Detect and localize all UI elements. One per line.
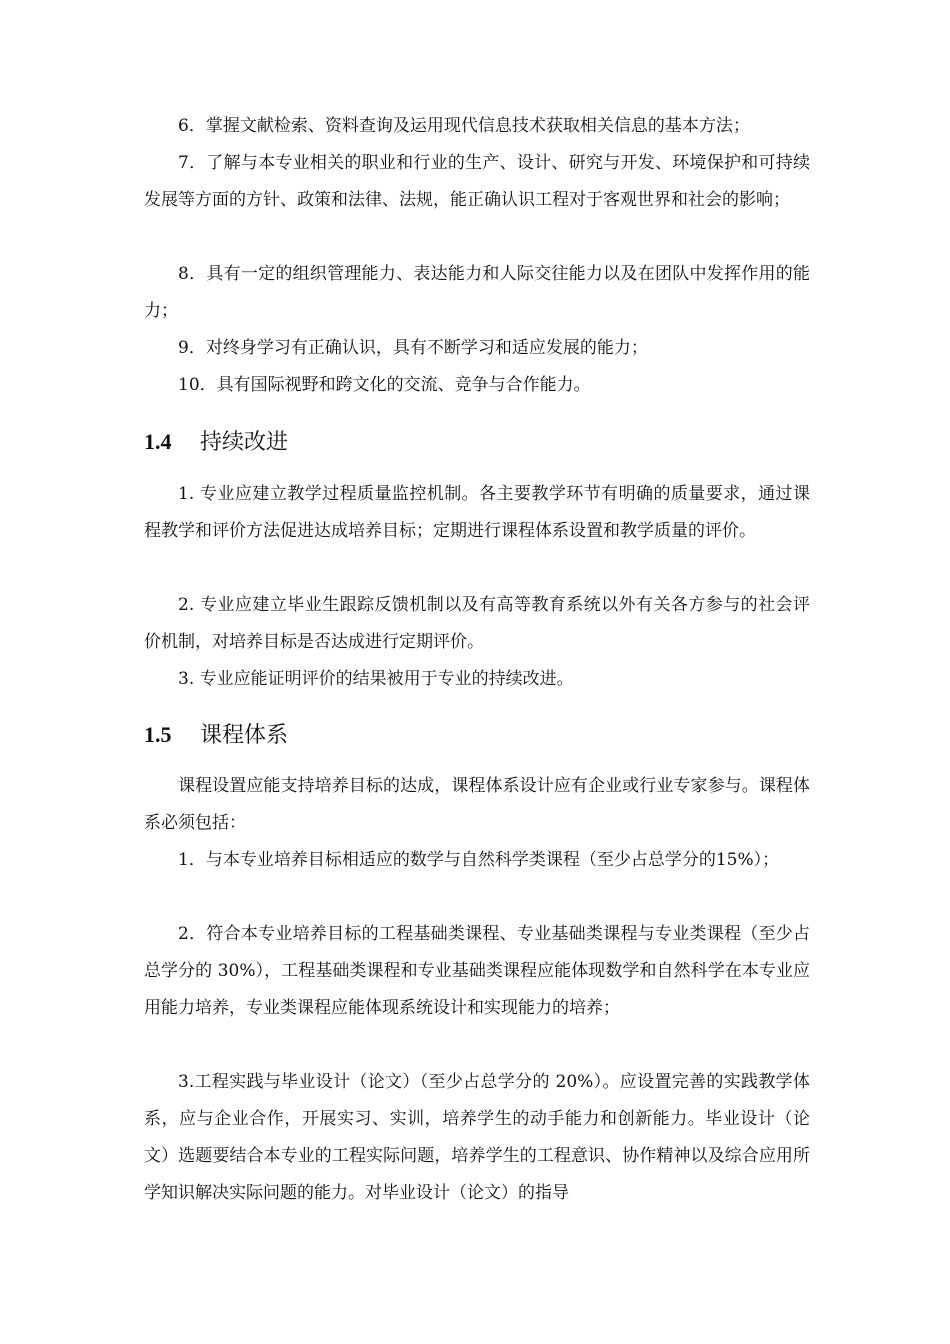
curriculum-item-2: 2．符合本专业培养目标的工程基础类课程、专业基础类课程与专业类课程（至少占总学分的 30%），工程基础类课程和专业基础类课程应能体现数学和自然科学在本专业应用能力培养，专业类课程应能体现系统设计和实现能力的培养； [144,924,810,1018]
improvement-item-3: 3. 专业应能证明评价的结果被用于专业的持续改进。 [178,669,574,689]
curriculum-item-1: 1．与本专业培养目标相适应的数学与自然科学类课程（至少占总学分的15%）； [178,850,780,870]
improvement-item-1: 1. 专业应建立教学过程质量监控机制。各主要教学环节有明确的质量要求，通过课程教学和评价方法促进达成培养目标；定期进行课程体系设置和教学质量的评价。 [144,484,810,541]
section-heading-1-4 [144,427,288,458]
curriculum-item-3: 3.工程实践与毕业设计（论文）（至少占总学分的 20%）。应设置完善的实践教学体系，应与企业合作，开展实习、实训，培养学生的动手能力和创新能力。毕业设计（论文）选题要结合本专业的工程实际问题，培养学生的工程意识、协作精神以及综合应用所学知识解决实际问题的能力。对毕业设计（论文）的指导 [144,1072,810,1203]
section-title: 课程体系 [200,723,289,748]
requirement-item-10: 10．具有国际视野和跨文化的交流、竞争与合作能力。 [178,375,591,395]
requirement-item-8: 8．具有一定的组织管理能力、表达能力和人际交往能力以及在团队中发挥作用的能力； [144,264,810,321]
curriculum-intro: 课程设置应能支持培养目标的达成，课程体系设计应有企业或行业专家参与。课程体系必须包括： [144,776,810,833]
requirement-item-7: 7．了解与本专业相关的职业和行业的生产、设计、研究与开发、环境保护和可持续发展等方面的方针、政策和法律、法规，能正确认识工程对于客观世界和社会的影响； [144,153,810,210]
section-number: 1.5 [144,722,172,747]
requirement-item-6: 6．掌握文献检索、资料查询及运用现代信息技术获取相关信息的基本方法； [178,116,750,136]
section-heading-1-5 [144,720,288,751]
requirement-item-9: 9．对终身学习有正确认识，具有不断学习和适应发展的能力； [178,338,648,358]
improvement-item-2: 2. 专业应建立毕业生跟踪反馈机制以及有高等教育系统以外有关各方参与的社会评价机制，对培养目标是否达成进行定期评价。 [144,595,810,652]
section-number: 1.4 [144,429,172,454]
section-title: 持续改进 [200,430,289,455]
